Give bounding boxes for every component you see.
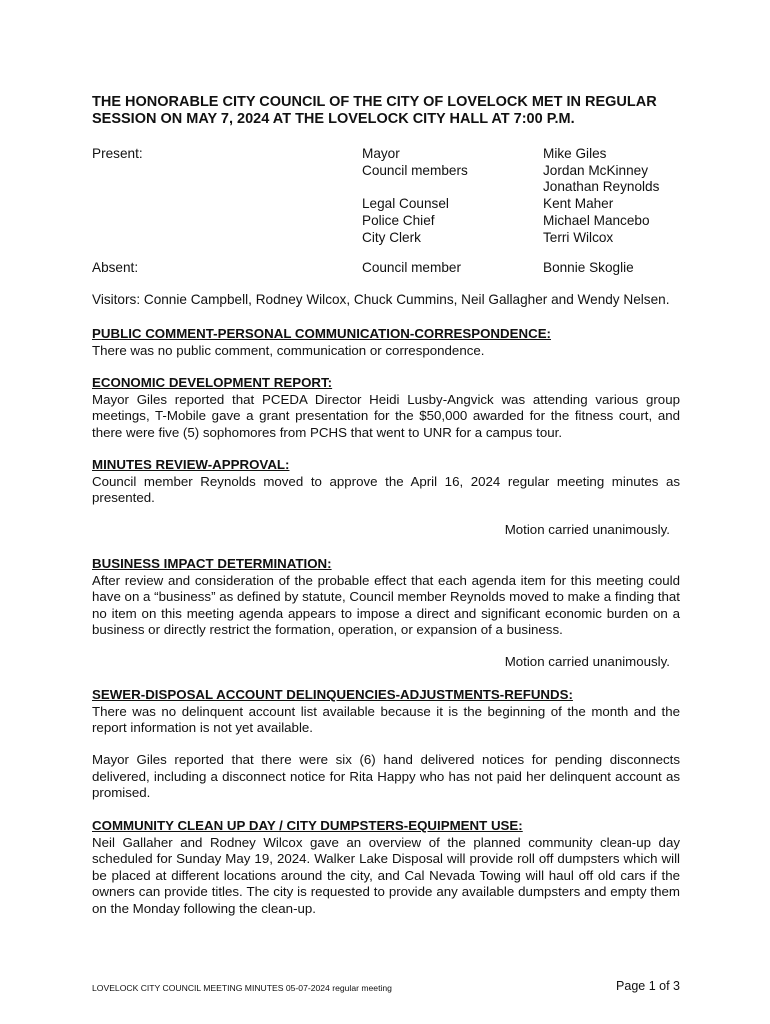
name-michael-mancebo: Michael Mancebo xyxy=(543,212,650,228)
section-minutes-review xyxy=(92,457,680,507)
role-legal-counsel: Legal Counsel xyxy=(362,196,449,212)
document-title: THE HONORABLE CITY COUNCIL OF THE CITY OF LOVELOCK MET IN REGULAR SESSION ON MAY 7, 2024 AT THE LOVELOCK CITY HALL AT 7:00 P.M. xyxy=(92,94,657,127)
role-mayor: Mayor xyxy=(362,146,400,161)
name-kent-maher: Kent Maher xyxy=(543,196,614,212)
footer-document-title: LOVELOCK CITY COUNCIL MEETING MINUTES 05-07-2024 regular meeting xyxy=(92,983,392,993)
section-heading: COMMUNITY CLEAN UP DAY / CITY DUMPSTERS-EQUIPMENT USE: xyxy=(92,818,523,833)
present-label: Present: xyxy=(92,146,143,161)
present-roles xyxy=(362,146,468,246)
absent-label: Absent: xyxy=(92,260,139,275)
section-heading: MINUTES REVIEW-APPROVAL: xyxy=(92,457,290,472)
absent-name: Bonnie Skoglie xyxy=(543,260,634,275)
section-text: There was no delinquent account list available because it is the beginning of the month and the report information is not yet available. xyxy=(92,703,680,735)
section-community-cleanup xyxy=(92,818,680,917)
section-sewer-notices xyxy=(92,752,680,802)
name-jordan-mckinney: Jordan McKinney xyxy=(543,162,649,178)
motion-result: Motion carried unanimously. xyxy=(504,522,670,537)
section-economic-development xyxy=(92,375,680,441)
present-names xyxy=(543,146,659,246)
name-mike-giles: Mike Giles xyxy=(543,146,607,161)
section-text: Mayor Giles reported that PCEDA Director Heidi Lusby-Angvick was attending various group meetings, T-Mobile gave a grant presentation for the $50,000 awarded for the fitness court, and there were five (5) sophomores from PCHS that went to UNR for a campus tour. xyxy=(92,391,680,440)
absent-role: Council member xyxy=(362,260,461,275)
section-heading: PUBLIC COMMENT-PERSONAL COMMUNICATION-CORRESPONDENCE: xyxy=(92,326,551,341)
page-number: Page 1 of 3 xyxy=(616,979,680,993)
role-city-clerk: City Clerk xyxy=(362,229,421,245)
section-text: After review and consideration of the probable effect that each agenda item for this meeting could have on a “business” as defined by statute, Council member Reynolds moved to make a finding that no item on this meeting agenda appears to impose a direct and significant economic burden on a business or directly restrict the formation, operation, or expansion of a business. xyxy=(92,572,680,637)
section-text: Mayor Giles reported that there were six (6) hand delivered notices for pending disconnects delivered, including a disconnect notice for Rita Happy who has not paid her delinquent account as promised. xyxy=(92,752,680,800)
section-heading: BUSINESS IMPACT DETERMINATION: xyxy=(92,556,332,571)
section-public-comment xyxy=(92,326,680,359)
section-sewer-disposal xyxy=(92,687,680,737)
visitors-line: Visitors: Connie Campbell, Rodney Wilcox, Chuck Cummins, Neil Gallagher and Wendy Nelsen. xyxy=(92,292,670,307)
section-business-impact xyxy=(92,556,680,639)
motion-result: Motion carried unanimously. xyxy=(504,654,670,669)
section-text: There was no public comment, communication or correspondence. xyxy=(92,342,485,358)
section-text: Council member Reynolds moved to approve the April 16, 2024 regular meeting minutes as presented. xyxy=(92,473,680,505)
section-heading: SEWER-DISPOSAL ACCOUNT DELINQUENCIES-ADJUSTMENTS-REFUNDS: xyxy=(92,687,573,702)
name-terri-wilcox: Terri Wilcox xyxy=(543,229,614,245)
section-text: Neil Gallaher and Rodney Wilcox gave an overview of the planned community clean-up day scheduled for Sunday May 19, 2024. Walker Lake Disposal will provide roll off dumpsters which will be placed at different locations around the city, and Cal Nevada Towing will haul off old cars if the owners can provide titles. The city is requested to provide any available dumpsters and empty them on the Monday following the clean-up. xyxy=(92,834,680,916)
name-jonathan-reynolds: Jonathan Reynolds xyxy=(543,179,660,195)
section-heading: ECONOMIC DEVELOPMENT REPORT: xyxy=(92,375,333,390)
role-council-members: Council members xyxy=(362,162,468,178)
role-police-chief: Police Chief xyxy=(362,212,435,228)
